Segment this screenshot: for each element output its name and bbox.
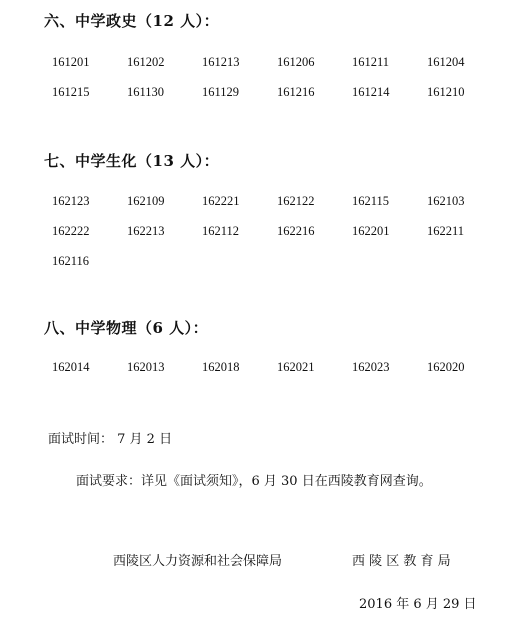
candidate-id: 162213 (127, 224, 165, 238)
candidate-id: 162018 (202, 360, 240, 374)
candidate-id: 162201 (352, 224, 390, 238)
candidate-id: 162116 (52, 254, 90, 268)
candidate-id: 162109 (127, 194, 165, 208)
candidate-id: 162222 (52, 224, 90, 238)
candidate-id: 162221 (202, 194, 240, 208)
candidate-id: 162211 (427, 224, 465, 238)
signature-education-bureau: 西 陵 区 教 育 局 (352, 554, 451, 569)
interview-requirements: 面试要求：详见《面试须知》，6 月 30 日在西陵教育网查询。 (76, 474, 432, 489)
candidate-id: 161211 (352, 55, 390, 69)
candidate-id: 161130 (127, 85, 165, 99)
id-grid-physics (52, 352, 482, 382)
candidate-id: 161215 (52, 85, 90, 99)
candidate-id: 162123 (52, 194, 90, 208)
id-grid-politics-history (52, 47, 482, 107)
candidate-id: 161204 (427, 55, 465, 69)
candidate-id: 162014 (52, 360, 90, 374)
candidate-id: 161213 (202, 55, 240, 69)
candidate-id: 161210 (427, 85, 465, 99)
candidate-id: 161206 (277, 55, 315, 69)
candidate-id: 162013 (127, 360, 165, 374)
candidate-id: 162112 (202, 224, 240, 238)
candidate-id: 162020 (427, 360, 465, 374)
interview-time: 面试时间： 7 月 2 日 (48, 432, 173, 447)
candidate-id: 162023 (352, 360, 390, 374)
section-title-physics: 八、中学物理（6 人）： (44, 319, 209, 337)
section-title-biology-chemistry: 七、中学生化（13 人）： (44, 152, 220, 170)
candidate-id: 162103 (427, 194, 465, 208)
candidate-id: 161129 (202, 85, 240, 99)
candidate-id: 162021 (277, 360, 315, 374)
signature-hr-bureau: 西陵区人力资源和社会保障局 (113, 554, 283, 569)
candidate-id: 161214 (352, 85, 390, 99)
section-title-politics-history: 六、中学政史（12 人）： (44, 12, 220, 30)
candidate-id: 161201 (52, 55, 90, 69)
id-grid-biology-chemistry (52, 186, 482, 276)
candidate-id: 161216 (277, 85, 315, 99)
candidate-id: 162216 (277, 224, 315, 238)
candidate-id: 162115 (352, 194, 390, 208)
document-date: 2016 年 6 月 29 日 (359, 597, 477, 612)
candidate-id: 162122 (277, 194, 315, 208)
candidate-id: 161202 (127, 55, 165, 69)
